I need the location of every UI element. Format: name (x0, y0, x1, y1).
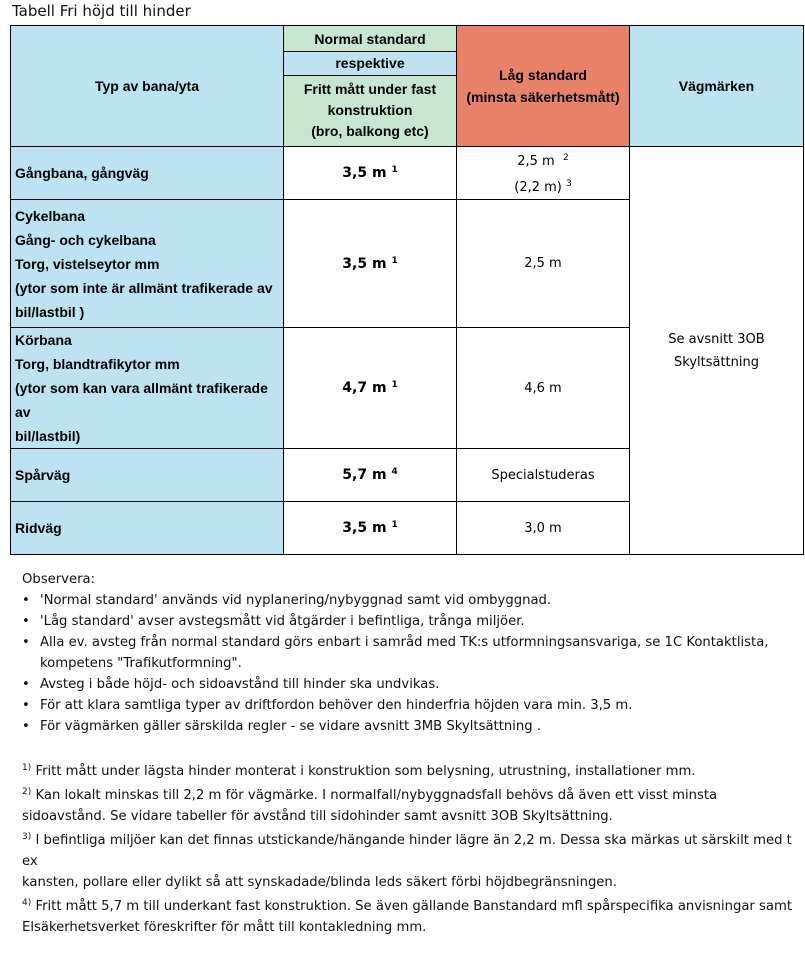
footnote (22, 872, 792, 893)
row-label-line: Torg, vistelseytor mm (15, 255, 160, 272)
row-label-line: Gångbana, gångväg (15, 165, 149, 181)
value-text: 4,7 m (342, 380, 387, 396)
table-title: Tabell Fri höjd till hinder (12, 2, 191, 20)
notes-section (22, 569, 792, 938)
bullet-text: 'Låg standard' avser avstegsmått vid åtgärder i befintliga, trånga miljöer. (40, 614, 525, 629)
list-item (22, 590, 792, 611)
notes-heading: Observera: (22, 572, 96, 587)
normal-value (284, 449, 457, 502)
header-normal-standard (284, 26, 457, 147)
footnote-mark: 1) (22, 763, 32, 773)
header-normal-line1: Normal standard (284, 27, 456, 52)
footnote-ref: 2 (563, 153, 569, 163)
signs-line2: Skyltsättning (674, 354, 759, 370)
bullet-text: 'Normal standard' används vid nyplanering/nybyggnad samt vid ombyggnad. (40, 593, 552, 608)
list-item (22, 674, 792, 695)
footnote-text: Fritt mått 5,7 m till underkant fast konstruktion. Se även gällande Banstandard mfl spårspecifika anvisningar samt Elsäkerhetsverket föreskrifter för mått till kontakledning mm. (22, 899, 793, 935)
row-label-gangbana (11, 147, 284, 200)
list-item (22, 611, 792, 632)
footnote-ref: 4 (391, 467, 398, 477)
header-low-standard (457, 26, 630, 147)
row-label-cykelbana (11, 200, 284, 328)
row-label-line: Torg, blandtrafikytor mm (15, 356, 180, 372)
header-low-line1: Låg standard (499, 67, 587, 83)
row-label-line: Ridväg (15, 520, 62, 536)
row-label-line: Gång- och cykelbana (15, 231, 156, 248)
row-label-line: bil/lastbil) (15, 428, 81, 444)
footnote (22, 758, 792, 782)
footnote-ref: 3 (566, 179, 572, 189)
header-type: Typ av bana/yta (11, 26, 284, 147)
value-text: 3,5 m (342, 255, 387, 272)
normal-value (284, 147, 457, 200)
clearance-table (10, 25, 804, 555)
row-label-line: Körbana (15, 332, 72, 348)
footnote (22, 893, 792, 938)
low-value: Specialstuderas (457, 449, 630, 502)
low-value: 2,5 m (457, 200, 630, 328)
footnote-text: I befintliga miljöer kan det finnas utstickande/hängande hinder lägre än 2,2 m. Dessa ska märkas ut särskilt med t ex (22, 833, 792, 869)
normal-value (284, 328, 457, 449)
value-text: (2,2 m) (514, 180, 562, 195)
notes-list (22, 590, 792, 737)
row-label-line: Cykelbana (15, 207, 86, 224)
footnote-text: Fritt mått under lägsta hinder monterat i konstruktion som belysning, utrustning, installationer mm. (31, 764, 696, 779)
row-label-line: Spårväg (15, 467, 71, 483)
low-value: 3,0 m (457, 502, 630, 555)
row-label-line: bil/lastbil ) (15, 303, 85, 320)
row-label-line: (ytor som kan vara allmänt trafikerade av (15, 380, 268, 420)
footnote (22, 827, 792, 872)
footnote-text: kansten, pollare eller dylikt så att synskadade/blinda leds säkert förbi höjdbegränsningen. (22, 875, 617, 890)
list-item (22, 716, 792, 737)
value-text: 2,5 m (517, 154, 555, 169)
low-value: 4,6 m (457, 328, 630, 449)
normal-value (284, 502, 457, 555)
footnote-text: Kan lokalt minskas till 2,2 m för vägmärke. I normalfall/nybyggnadsfall behövs då även ett visst minsta sidoavstånd. Se vidare tabeller för avstånd till sidohinder samt avsnitt 3OB Skyltsättning. (22, 788, 718, 824)
row-label-korbana (11, 328, 284, 449)
header-normal-line3b: konstruktion (327, 102, 413, 118)
bullet-icon: • (22, 719, 30, 734)
value-text: 5,7 m (342, 467, 387, 483)
header-normal-line3a: Fritt mått under fast (303, 81, 437, 97)
header-signs: Vägmärken (630, 26, 804, 147)
header-normal-line3c: (bro, balkong etc) (311, 123, 429, 139)
bullet-icon: • (22, 635, 30, 650)
footnote-ref: 1 (391, 380, 398, 390)
bullet-text: Avsteg i både höjd- och sidoavstånd till hinder ska undvikas. (40, 677, 440, 692)
value-text: 3,5 m (342, 520, 387, 536)
footnote (22, 782, 792, 827)
footnote-mark: 3) (22, 832, 32, 842)
footnotes (22, 758, 792, 938)
footnote-mark: 2) (22, 787, 32, 797)
bullet-text: Alla ev. avsteg från normal standard görs enbart i samråd med TK:s utformningsansvariga, se 1C Kontaktlista, kompetens "Trafikutformning". (40, 635, 769, 671)
normal-value (284, 200, 457, 328)
value-text: 3,5 m (342, 165, 387, 181)
bullet-icon: • (22, 593, 30, 608)
footnote-mark: 4) (22, 898, 32, 908)
signs-line1: Se avsnitt 3OB (668, 331, 765, 347)
footnote-ref: 1 (391, 165, 398, 175)
signs-cell (630, 147, 804, 555)
bullet-icon: • (22, 677, 30, 692)
bullet-text: För att klara samtliga typer av driftfordon behöver den hinderfria höjden vara min. 3,5 m. (40, 698, 633, 713)
list-item (22, 632, 792, 674)
row-label-sparvag (11, 449, 284, 502)
row-label-ridvag (11, 502, 284, 555)
row-label-line: (ytor som inte är allmänt trafikerade av (15, 279, 273, 296)
footnote-ref: 1 (391, 255, 398, 266)
bullet-icon: • (22, 698, 30, 713)
header-normal-line2: respektive (284, 52, 456, 76)
footnote-ref: 1 (391, 520, 398, 530)
header-low-line2: (minsta säkerhetsmått) (466, 89, 620, 105)
bullet-icon: • (22, 614, 30, 629)
low-value (457, 147, 630, 200)
list-item (22, 695, 792, 716)
bullet-text: För vägmärken gäller särskilda regler - se vidare avsnitt 3MB Skyltsättning . (40, 719, 542, 734)
